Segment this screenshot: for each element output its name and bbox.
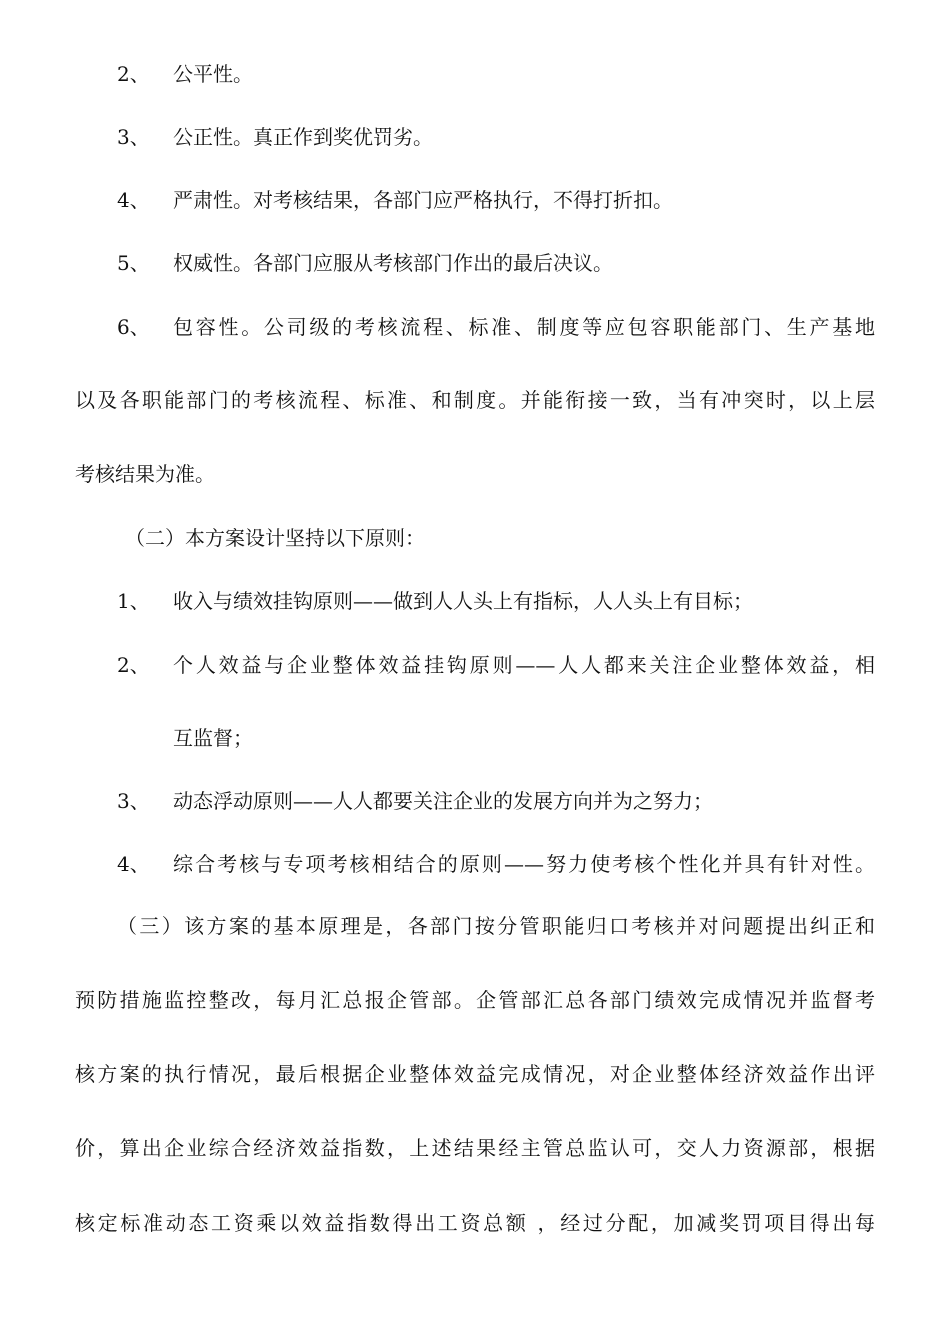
item-text: 公平性。 (173, 62, 253, 86)
paragraph-line: 考核结果为准。 (75, 462, 215, 486)
paragraph-line: 核方案的执行情况，最后根据企业整体效益完成情况，对企业整体经济效益作出评 (75, 1062, 875, 1086)
item-number: 2、 (117, 653, 150, 677)
paragraph-line: （三）该方案的基本原理是，各部门按分管职能归口考核并对问题提出纠正和 (117, 914, 875, 938)
item-number: 4、 (117, 852, 150, 876)
item-number: 4、 (117, 188, 150, 212)
item-number: 1、 (117, 589, 150, 613)
paragraph-line: 价，算出企业综合经济效益指数，上述结果经主管总监认可，交人力资源部，根据 (75, 1136, 875, 1160)
paragraph-line: 以及各职能部门的考核流程、标准、和制度。并能衔接一致，当有冲突时，以上层 (75, 388, 875, 412)
item-text: 综合考核与专项考核相结合的原则——努力使考核个性化并具有针对性。 (173, 852, 875, 876)
item-text: 包容性。公司级的考核流程、标准、制度等应包容职能部门、生产基地 (173, 315, 875, 339)
item-text: 严肃性。对考核结果，各部门应严格执行，不得打折扣。 (173, 188, 673, 212)
section-heading: （二）本方案设计坚持以下原则： (125, 526, 425, 550)
item-number: 3、 (117, 125, 150, 149)
item-text: 公正性。真正作到奖优罚劣。 (173, 125, 433, 149)
item-text-continuation: 互监督； (173, 726, 253, 750)
item-text: 收入与绩效挂钩原则——做到人人头上有指标，人人头上有目标； (173, 589, 753, 613)
paragraph-line: 核定标准动态工资乘以效益指数得出工资总额 ，经过分配，加减奖罚项目得出每 (75, 1211, 875, 1235)
item-number: 6、 (117, 315, 150, 339)
item-number: 3、 (117, 789, 150, 813)
item-text: 动态浮动原则——人人都要关注企业的发展方向并为之努力； (173, 789, 713, 813)
item-text: 个人效益与企业整体效益挂钩原则——人人都来关注企业整体效益，相 (173, 653, 875, 677)
item-text: 权威性。各部门应服从考核部门作出的最后决议。 (173, 251, 613, 275)
item-number: 2、 (117, 62, 150, 86)
paragraph-line: 预防措施监控整改，每月汇总报企管部。企管部汇总各部门绩效完成情况并监督考 (75, 988, 875, 1012)
item-number: 5、 (117, 251, 150, 275)
